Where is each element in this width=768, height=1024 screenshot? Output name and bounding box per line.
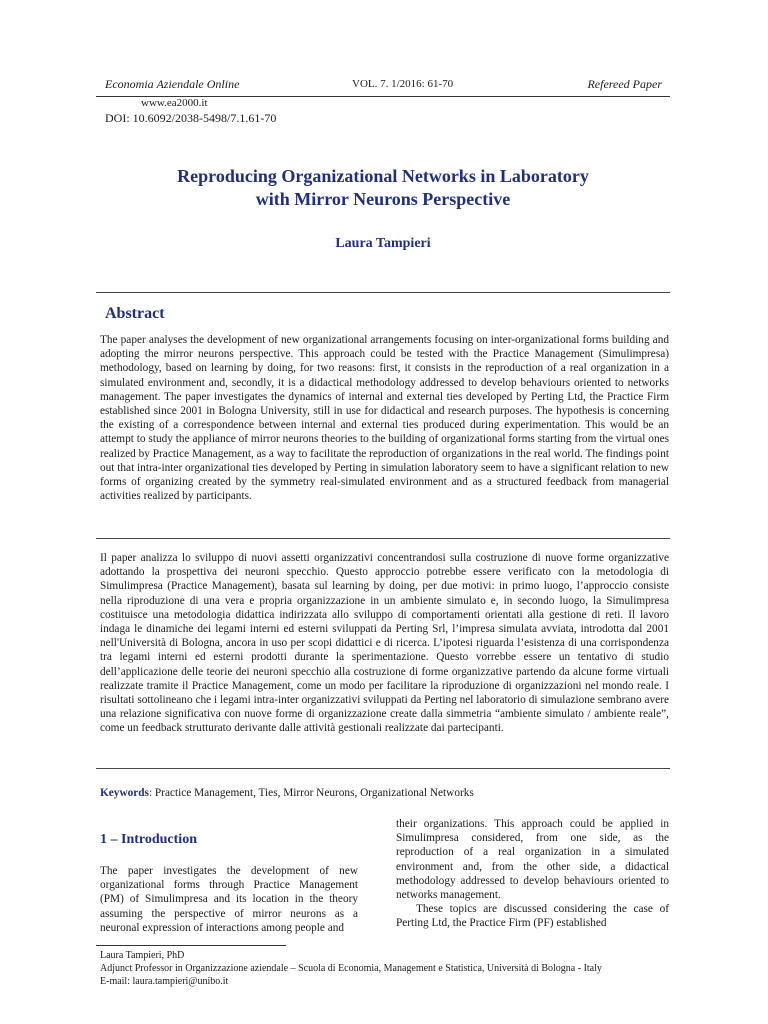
- journal-website: www.ea2000.it: [141, 97, 208, 109]
- footnote-author: Laura Tampieri, PhD: [100, 950, 185, 961]
- introduction-right-column: [396, 817, 669, 931]
- abstract-separator-rule: [96, 538, 670, 539]
- abstract-heading: Abstract: [105, 305, 165, 322]
- abstract-top-rule: [96, 292, 670, 293]
- paper-title-line-2: with Mirror Neurons Perspective: [255, 189, 511, 209]
- paper-title-line-1: Reproducing Organizational Networks in Laboratory: [177, 166, 589, 186]
- introduction-heading: 1 – Introduction: [100, 832, 197, 847]
- keywords-list: Practice Management, Ties, Mirror Neurons, Organizational Networks: [154, 787, 474, 799]
- refereed-label: Refereed Paper: [587, 77, 662, 91]
- volume-info: VOL. 7. 1/2016: 61-70: [352, 78, 454, 90]
- footnote-email: E-mail: laura.tampieri@unibo.it: [100, 975, 229, 987]
- keywords-separator: :: [148, 787, 155, 799]
- keywords-label: Keywords: [100, 787, 149, 799]
- doi: DOI: 10.6092/2038-5498/7.1.61-70: [105, 111, 277, 125]
- author-name: Laura Tampieri: [335, 236, 431, 251]
- footnote-affiliation: Adjunct Professor in Organizzazione aziendale – Scuola di Economia, Management e Statistica, Università di Bologna - Italy: [100, 962, 602, 974]
- introduction-right-paragraph-2: These topics are discussed considering the case of Perting Ltd, the Practice Firm (PF) established: [396, 903, 669, 930]
- abstract-bottom-rule: [96, 768, 670, 769]
- introduction-right-paragraph-1: their organizations. This approach could be applied in Simulimpresa considered, from one side, as the reproduction of a real organization in a simulated environment and, from the other side, a didactical methodology addressed to develop behaviours oriented to networks management.: [396, 818, 669, 902]
- footnote-rule: [96, 945, 286, 946]
- keywords: [100, 787, 474, 799]
- introduction-left-column: The paper investigates the development of new organizational forms through Practice Management (PM) of Simulimpresa and its location in the theory assuming the perspective of mirror neurons as a neuronal expression of interactions among people and: [100, 865, 358, 934]
- abstract-italian: Il paper analizza lo sviluppo di nuovi assetti organizzativi concentrandosi sulla costruzione di nuove forme organizzative adottando la prospettiva dei neuroni specchio. Questo approccio potrebbe essere verificato con la metodologia di Simulimpresa (Practice Management), basata sul learning by doing, per due motivi: in primo luogo, l’approccio consiste nella riproduzione di una vera e propria organizzazione in un ambiente simulato e, in secondo luogo, la Simulimpresa costituisce una metodologia didattica indirizzata allo sviluppo di comportamenti orientati alla gestione di reti. Il lavoro indaga le dinamiche dei legami interni ed esterni sviluppati da Perting Srl, l’impresa simulata avviata, introdotta dal 2001 nell'Università di Bologna, ancora in uso per scopi didattici e di ricerca. L’ipotesi riguarda l’esistenza di una corrispondenza tra legami interni ed esterni prodotti durante la sperimentazione. Questo vorrebbe essere un tentativo di studio dell’applicazione delle teorie dei neuroni specchio alla costruzione di forme organizzative partendo da alcune forme virtuali realizzate tramite il Practice Management, come un modo per facilitare la riproduzione di organizzazioni nel mondo reale. I risultati sottolineano che i legami intra-inter organizzativi sviluppati da Perting nel laboratorio di simulazione sembrano avere una relazione significativa con nuove forme di organizzazione create dalla simmetria “ambiente simulato / ambiente reale”, come un feedback strutturato derivante dalle attività gestionali realizzate dai partecipanti.: [100, 552, 669, 735]
- author-footnote: [100, 950, 602, 988]
- paper-title: [96, 165, 670, 211]
- journal-name: Economia Aziendale Online: [105, 77, 240, 91]
- abstract-english: The paper analyses the development of new organizational arrangements focusing on inter-organizational forms building and adopting the mirror neurons perspective. This approach could be tested with the Practice Management (Simulimpresa) methodology, based on learning by doing, for two reasons: first, it consists in the reproduction of a real organization in a simulated environment and, secondly, it is a didactical methodology addressed to develop behaviours oriented to networks management. The paper investigates the dynamics of internal and external ties developed by Perting Ltd, the Practice Firm established since 2001 in Bologna University, still in use for didactical and research purposes. The hypothesis is concerning the existing of a correspondence between internal and external ties produced during experimentation. This would be an attempt to study the appliance of mirror neurons theories to the building of organizational forms starting from the virtual ones realized by Practice Management, as a way to facilitate the reproduction of organizations in the real world. The findings point out that intra-inter organizational ties developed by Perting in simulation laboratory seem to have a significant relation to new forms of organizing created by the symmetry real-simulated environment and as a structured feedback from managerial activities realized by participants.: [100, 334, 669, 503]
